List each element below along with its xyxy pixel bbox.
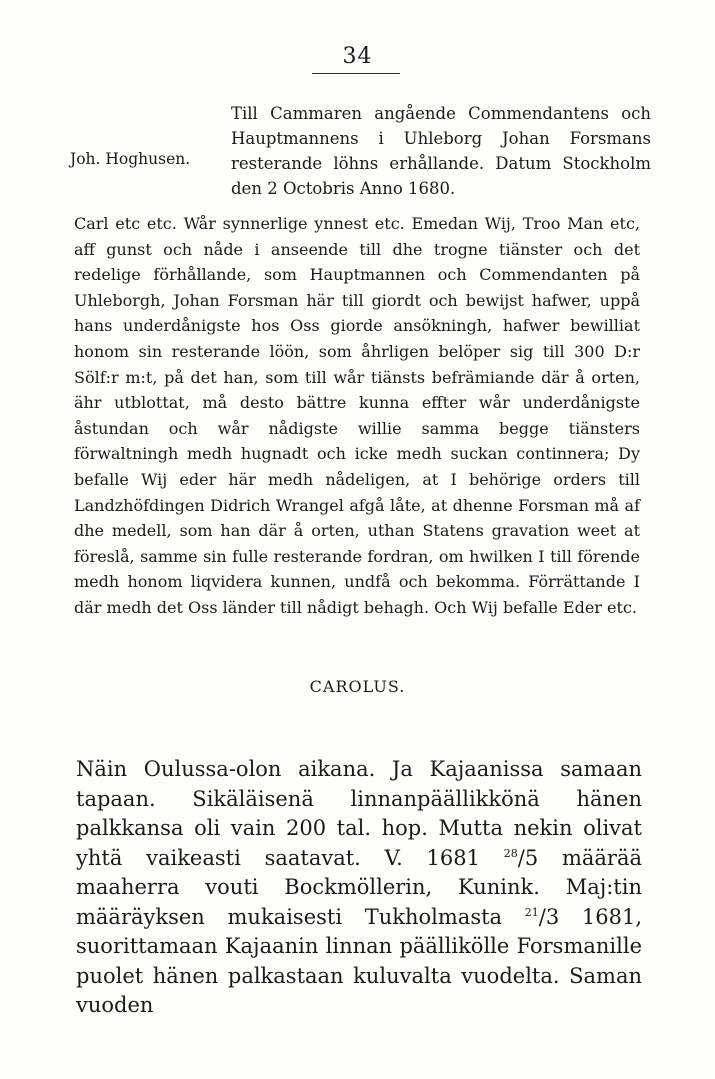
fraction-2-numerator: 21 [524,905,539,919]
fraction-1-numerator: 28 [503,846,518,860]
letter-body: Carl etc etc. Wår synnerlige ynnest etc. Emedan Wij, Troo Man etc, aff gunst och nåde i anseende till dhe trogne tiänster och det redelige förhållande, som Hauptmannen och Commendanten på Uhleborgh, Johan Forsman här till giordt och bewijst hafwer, uppå hans underdånigste hos Oss giorde ansökningh, hafwer bewilliat honom sin resterande löön, som åhrligen belöper sig till 300 D:r Sölf:r m:t, på det han, som till wår tiänsts befrämiande där å orten, ähr utblottat, må desto bättre kunna effter wår underdånigste åstundan och wår nådigste willie samma begge tiänsters förwaltningh medh hugnadt och icke medh suckan continnera; Dy befalle Wij eder här medh nådeligen, at I behörige orders till Landzhöfdingen Didrich Wrangel afgå låte, at dhenne Forsman må af dhe medell, som han där å orten, uthan Statens gravation weet at föreslå, samme sin fulle resterande fordran, om hwilken I till förende medh honom liqvidera kunnen, undfå och bekomma. Förrättande I där medh det Oss länder till nådigt behagh. Och Wij befalle Eder etc. [74,214,640,617]
page-number-rule [312,73,400,74]
finnish-text-2: määrää maaherra vouti Bockmöllerin, Kunink. Maj:tin määräyksen mukaisesti Tukholmasta [76,845,642,929]
sender-name: Joh. Hoghusen. [70,150,191,168]
finnish-paragraph [76,755,642,1021]
finnish-text-3: 1681, suorittamaan Kajaanin linnan päälliköllе Forsmanille puolet hänen palkastaan kuluvalta vuodelta. Saman vuoden [76,904,642,1017]
page-number: 34 [342,44,373,69]
fraction-2-denominator: /3 [538,904,560,929]
finnish-text-1: Näin Oulussa-olon aikana. Ja Kajaanissa samaan tapaan. Sikäläisenä linnanpäällikkönä hänen palkkansa oli vain 200 tal. hop. Mutta nekin olivat yhtä vaikeasti saatavat. V. 1681 [76,757,642,870]
fraction-1-denominator: /5 [517,845,539,870]
letter-heading: Till Cammaren angående Commendantens och Hauptmannens i Uhleborg Johan Forsmans resterande löhns erhållande. Datum Stockholm den 2 Octobris Anno 1680. [231,104,651,198]
letter-signature: CAROLUS. [309,677,406,696]
